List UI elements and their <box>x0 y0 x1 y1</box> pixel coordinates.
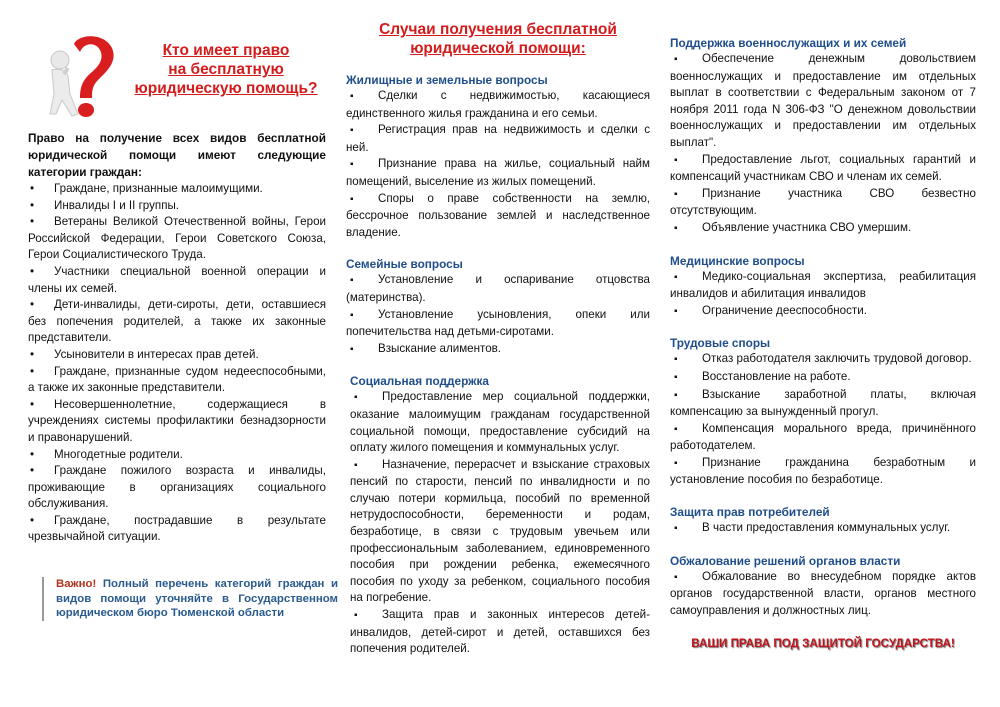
important-text: Полный перечень категорий граждан и видов помощи уточняйте в Государственном юридическом бюро Тюменской области <box>56 578 338 619</box>
section-heading: Социальная поддержка <box>350 374 489 389</box>
list-item: • Многодетные родители. <box>28 447 326 464</box>
intro-text: Право на получение всех видов бесплатной юридической помощи имеют следующие категории граждан: <box>28 131 326 179</box>
section-heading: Медицинские вопросы <box>670 253 805 268</box>
list-item: ▪ Сделки с недвижимостью, касающиеся единственного жилья гражданина и его семьи. <box>346 88 650 122</box>
section-military <box>670 36 976 238</box>
list-item: ▪ Споры о праве собственности на землю, бессрочное пользование землей и наследственное владение. <box>346 191 650 242</box>
list-item: ▪ Медико-социальная экспертиза, реабилитация инвалидов и абилитация инвалидов <box>670 269 976 303</box>
section-housing <box>346 73 650 241</box>
list-item: ▪ Взыскание заработной платы, включая компенсацию за вынужденный прогул. <box>670 387 976 421</box>
list-item: • Усыновители в интересах прав детей. <box>28 347 326 364</box>
eligible-categories-section <box>28 130 326 546</box>
list-item: • Граждане, пострадавшие в результате чрезвычайной ситуации. <box>28 513 326 546</box>
list-item: ▪ В части предоставления коммунальных услуг. <box>670 520 976 538</box>
list-item: • Граждане, признанные судом недееспособными, а также их законные представители. <box>28 364 326 397</box>
cases-section <box>346 73 650 658</box>
left-title: Кто имеет право на бесплатную юридическую помощь? <box>134 42 318 97</box>
section-social <box>346 374 650 658</box>
list-item: ▪ Объявление участника СВО умершим. <box>670 220 976 238</box>
important-label: Важно! <box>56 578 97 590</box>
list-item: ▪ Регистрация прав на недвижимость и сделки с ней. <box>346 122 650 156</box>
list-item: • Граждане, признанные малоимущими. <box>28 181 326 198</box>
list-item: • Дети-инвалиды, дети-сироты, дети, оставшиеся без попечения родителей, а также их законные представители. <box>28 297 326 347</box>
section-appeals <box>670 554 976 620</box>
cases-section-continued <box>670 36 976 650</box>
list-item: • Инвалиды I и II группы. <box>28 198 326 215</box>
section-labor <box>670 336 976 489</box>
list-item: ▪ Взыскание алиментов. <box>346 341 650 359</box>
question-mark-figure-icon <box>34 30 122 122</box>
list-item: ▪ Установление усыновления, опеки или попечительства над детьми-сиротами. <box>346 307 650 341</box>
section-heading: Трудовые споры <box>670 336 771 351</box>
section-family <box>346 257 650 358</box>
list-item: ▪ Признание права на жилье, социальный найм помещений, выселение из жилых помещений. <box>346 156 650 190</box>
categories-list <box>28 181 326 546</box>
list-item: • Участники специальной военной операции и члены их семей. <box>28 264 326 297</box>
section-heading: Жилищные и земельные вопросы <box>346 73 548 87</box>
list-item: ▪ Предоставление льгот, социальных гарантий и компенсаций участникам СВО и членам их семей. <box>670 152 976 186</box>
list-item: ▪ Обеспечение денежным довольствием военнослужащих и предоставление им отдельных выплат в соответствии с Федеральным законом от 7 ноября 2011 года N 306-ФЗ "О денежном довольствии военнослужащих и предоставлении им отдельных выплат". <box>670 51 976 152</box>
list-item: ▪ Признание гражданина безработным и установление пособия по безработице. <box>670 455 976 489</box>
list-item: ▪ Ограничение дееспособности. <box>670 303 976 321</box>
section-heading: Семейные вопросы <box>346 257 463 272</box>
section-medical <box>670 254 976 321</box>
list-item: ▪ Установление и оспаривание отцовства (материнства). <box>346 272 650 306</box>
list-item: ▪ Отказ работодателя заключить трудовой договор. <box>670 351 976 369</box>
list-item: • Несовершеннолетние, содержащиеся в учреждениях системы профилактики безнадзорности и правонарушений. <box>28 397 326 447</box>
middle-title: Случаи получения бесплатной юридической помощи: <box>379 21 617 57</box>
list-item: ▪ Обжалование во внесудебном порядке актов органов государственной власти, органов местного самоуправления и должностных лиц. <box>670 569 976 620</box>
section-heading: Защита прав потребителей <box>670 505 830 520</box>
section-heading: Обжалование решений органов власти <box>670 553 901 568</box>
list-item: ▪ Признание участника СВО безвестно отсутствующим. <box>670 186 976 220</box>
list-item: ▪ Восстановление на работе. <box>670 369 976 387</box>
list-item: ▪ Назначение, перерасчет и взыскание страховых пенсий по старости, пенсий по инвалидности и по случаю потери кормильца, пособий по временной нетрудоспособности, беременности и родам, безработице, в связи с трудовым увечьем или профессиональным заболеванием, единовременного пособия при рождении ребенка, ежемесячного пособия по уходу за ребенком, социального пособия на погребение. <box>350 457 650 607</box>
important-note <box>42 577 338 621</box>
list-item: ▪ Защита прав и законных интересов детей-инвалидов, детей-сирот и детей, оставшихся без попечения родителей. <box>350 607 650 658</box>
section-consumer <box>670 505 976 538</box>
list-item: • Граждане пожилого возраста и инвалиды, проживающие в организациях социального обслуживания. <box>28 463 326 513</box>
list-item: ▪ Предоставление мер социальной поддержки, оказание малоимущим гражданам государственной социальной помощи, предоставление субсидий на оплату жилого помещения и коммунальных услуг. <box>350 389 650 456</box>
list-item: ▪ Компенсация морального вреда, причинённого работодателем. <box>670 421 976 455</box>
slogan: ВАШИ ПРАВА ПОД ЗАЩИТОЙ ГОСУДАРСТВА! <box>691 637 955 651</box>
list-item: • Ветераны Великой Отечественной войны, Герои Российской Федерации, Герои Советского Союза, Герои Социалистического Труда. <box>28 214 326 264</box>
section-heading: Поддержка военнослужащих и их семей <box>670 36 907 50</box>
